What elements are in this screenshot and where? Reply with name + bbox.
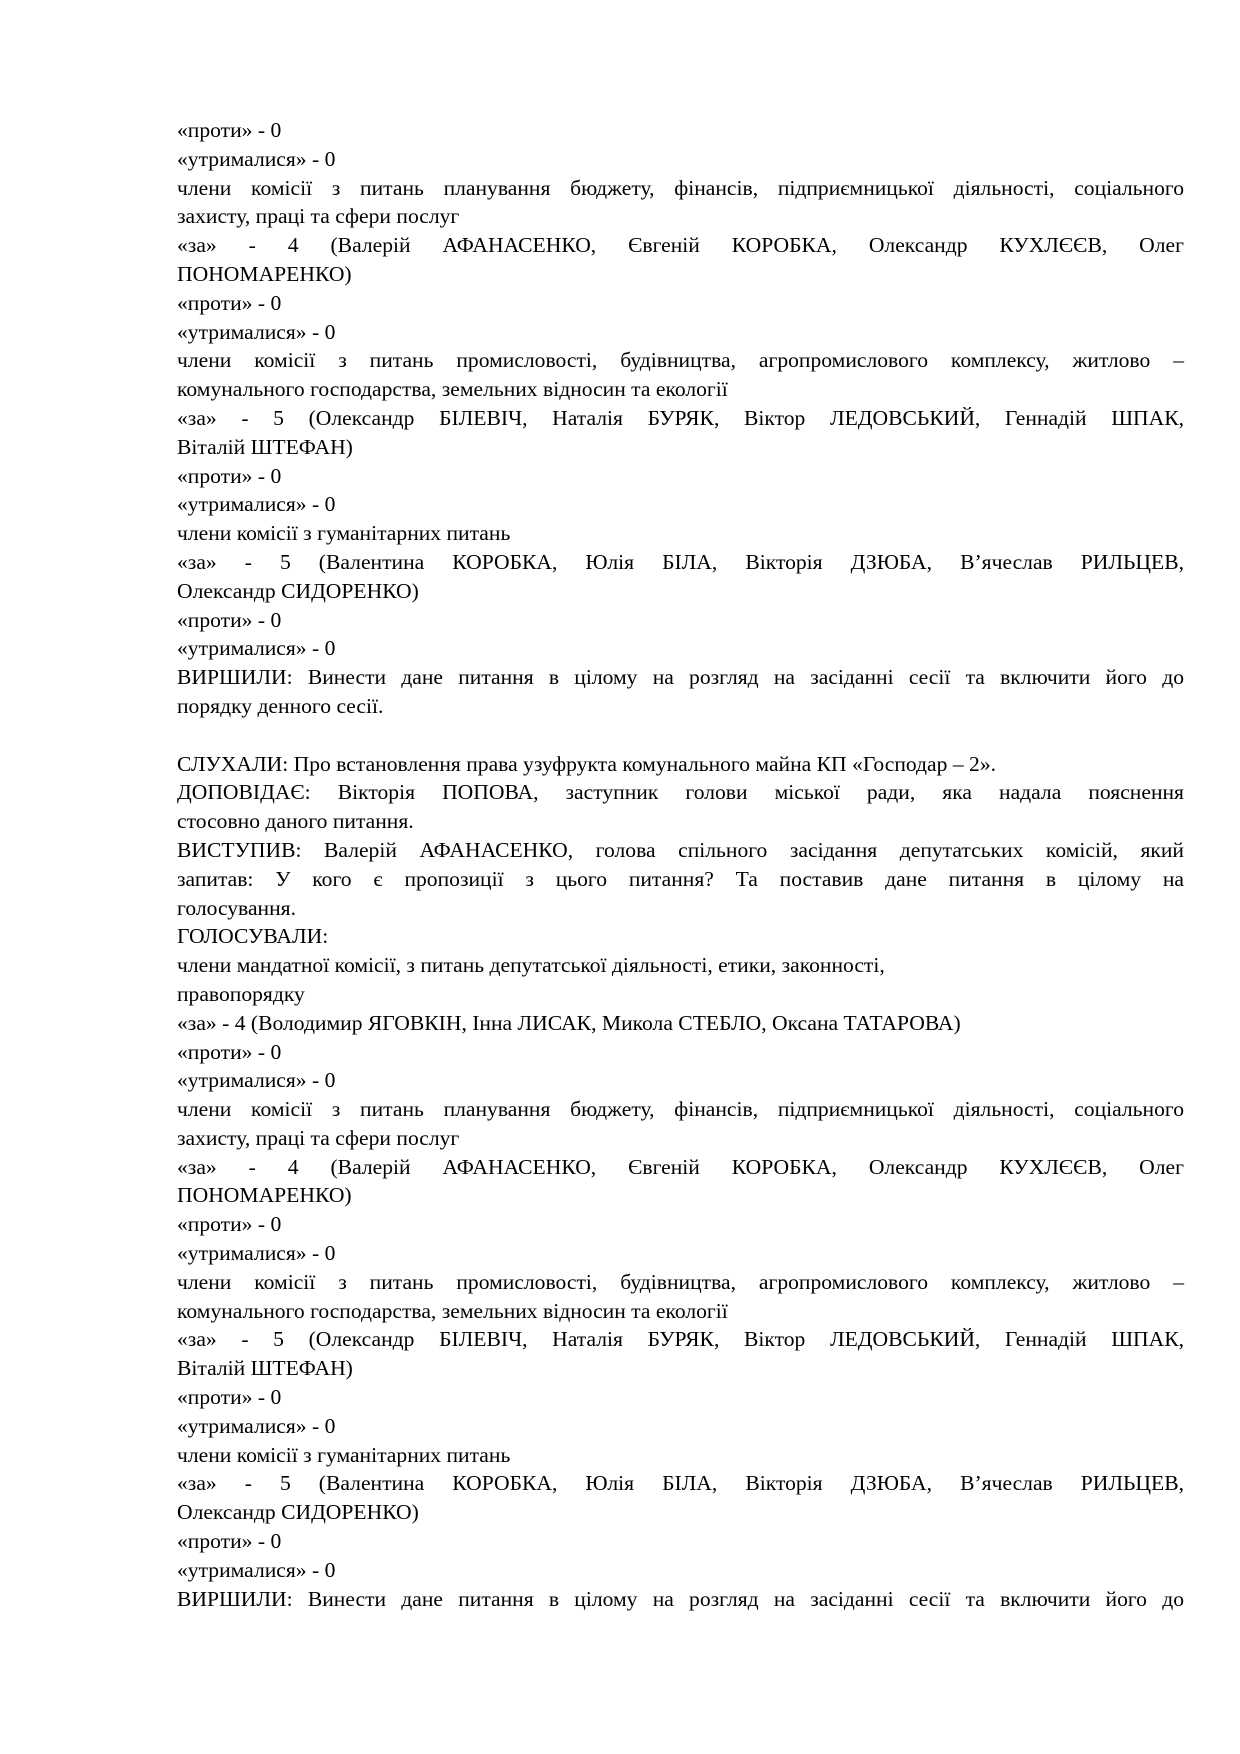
text-line: Віталій ШТЕФАН)	[177, 1356, 353, 1381]
text-line: «проти» - 0	[177, 1385, 282, 1410]
text-line: ГОЛОСУВАЛИ:	[177, 924, 329, 949]
text-line: ВИСТУПИВ: Валерій АФАНАСЕНКО, голова спільного засідання депутатських комісій, який	[177, 837, 1184, 862]
text-line: «утрималися» - 0	[177, 146, 336, 171]
text-line: «проти» - 0	[177, 290, 282, 315]
text-line: «за» - 5 (Олександр БІЛЕВІЧ, Наталія БУРЯК, Віктор ЛЕДОВСЬКИЙ, Геннадій ШПАК,	[177, 405, 1184, 430]
text-line: «утрималися» - 0	[177, 1241, 336, 1266]
text-line: «за» - 5 (Валентина КОРОБКА, Юлія БІЛА, Вікторія ДЗЮБА, В’ячеслав РИЛЬЦЕВ,	[177, 549, 1184, 574]
text-line: «проти» - 0	[177, 463, 282, 488]
text-line: комунального господарства, земельних відносин та екології	[177, 377, 728, 402]
text-line: члени комісії з питань планування бюджету, фінансів, підприємницької діяльності, соціального	[177, 175, 1184, 200]
text-line: «утрималися» - 0	[177, 1557, 336, 1582]
text-line: захисту, праці та сфери послуг	[177, 204, 460, 229]
text-line: «за» - 5 (Олександр БІЛЕВІЧ, Наталія БУРЯК, Віктор ЛЕДОВСЬКИЙ, Геннадій ШПАК,	[177, 1327, 1184, 1352]
text-line: «за» - 4 (Володимир ЯГОВКІН, Інна ЛИСАК, Микола СТЕБЛО, Оксана ТАТАРОВА)	[177, 1010, 961, 1035]
text-line: члени мандатної комісії, з питань депутатської діяльності, етики, законності,	[177, 953, 885, 978]
blank-line	[177, 721, 1184, 750]
text-line: Олександр СИДОРЕНКО)	[177, 578, 419, 603]
text-line: стосовно даного питання.	[177, 809, 414, 834]
text-line: СЛУХАЛИ: Про встановлення права узуфрукта комунального майна КП «Господар – 2».	[177, 751, 997, 776]
text-line: «утрималися» - 0	[177, 319, 336, 344]
text-line: «утрималися» - 0	[177, 1068, 336, 1093]
text-line: «утрималися» - 0	[177, 492, 336, 517]
text-line: «утрималися» - 0	[177, 636, 336, 661]
text-line: Олександр СИДОРЕНКО)	[177, 1500, 419, 1525]
text-line: члени комісії з гуманітарних питань	[177, 1442, 511, 1467]
text-line: ПОНОМАРЕНКО)	[177, 1183, 352, 1208]
text-line: запитав: У кого є пропозиції з цього питання? Та поставив дане питання в цілому на	[177, 866, 1184, 891]
text-line: «утрималися» - 0	[177, 1413, 336, 1438]
text-line: «за» - 4 (Валерій АФАНАСЕНКО, Євгеній КОРОБКА, Олександр КУХЛЄЄВ, Олег	[177, 1154, 1184, 1179]
text-line: «проти» - 0	[177, 1529, 282, 1554]
text-line: захисту, праці та сфери послуг	[177, 1125, 460, 1150]
text-line: ПОНОМАРЕНКО)	[177, 261, 352, 286]
text-line: члени комісії з гуманітарних питань	[177, 521, 511, 546]
text-line: «за» - 4 (Валерій АФАНАСЕНКО, Євгеній КОРОБКА, Олександр КУХЛЄЄВ, Олег	[177, 233, 1184, 258]
text-line: ВИРШИЛИ: Винести дане питання в цілому на розгляд на засіданні сесії та включити його до	[177, 665, 1184, 690]
text-line: «проти» - 0	[177, 118, 282, 142]
text-line: ДОПОВІДАЄ: Вікторія ПОПОВА, заступник голови міської ради, яка надала пояснення	[177, 780, 1184, 805]
text-line: порядку денного сесії.	[177, 693, 384, 718]
text-line: «проти» - 0	[177, 1039, 282, 1064]
text-line: комунального господарства, земельних відносин та екології	[177, 1298, 728, 1323]
text-line: голосування.	[177, 895, 296, 920]
text-line: ВИРШИЛИ: Винести дане питання в цілому на розгляд на засіданні сесії та включити його до	[177, 1586, 1184, 1611]
text-line: «проти» - 0	[177, 607, 282, 632]
text-line: члени комісії з питань промисловості, будівництва, агропромислового комплексу, житлово –	[177, 1269, 1184, 1294]
document-page	[177, 116, 1184, 1613]
text-line: Віталій ШТЕФАН)	[177, 434, 353, 459]
text-line: правопорядку	[177, 981, 305, 1006]
text-line: «за» - 5 (Валентина КОРОБКА, Юлія БІЛА, Вікторія ДЗЮБА, В’ячеслав РИЛЬЦЕВ,	[177, 1471, 1184, 1496]
text-line: «проти» - 0	[177, 1212, 282, 1237]
text-line: члени комісії з питань промисловості, будівництва, агропромислового комплексу, житлово –	[177, 348, 1184, 373]
text-line: члени комісії з питань планування бюджету, фінансів, підприємницької діяльності, соціального	[177, 1097, 1184, 1122]
